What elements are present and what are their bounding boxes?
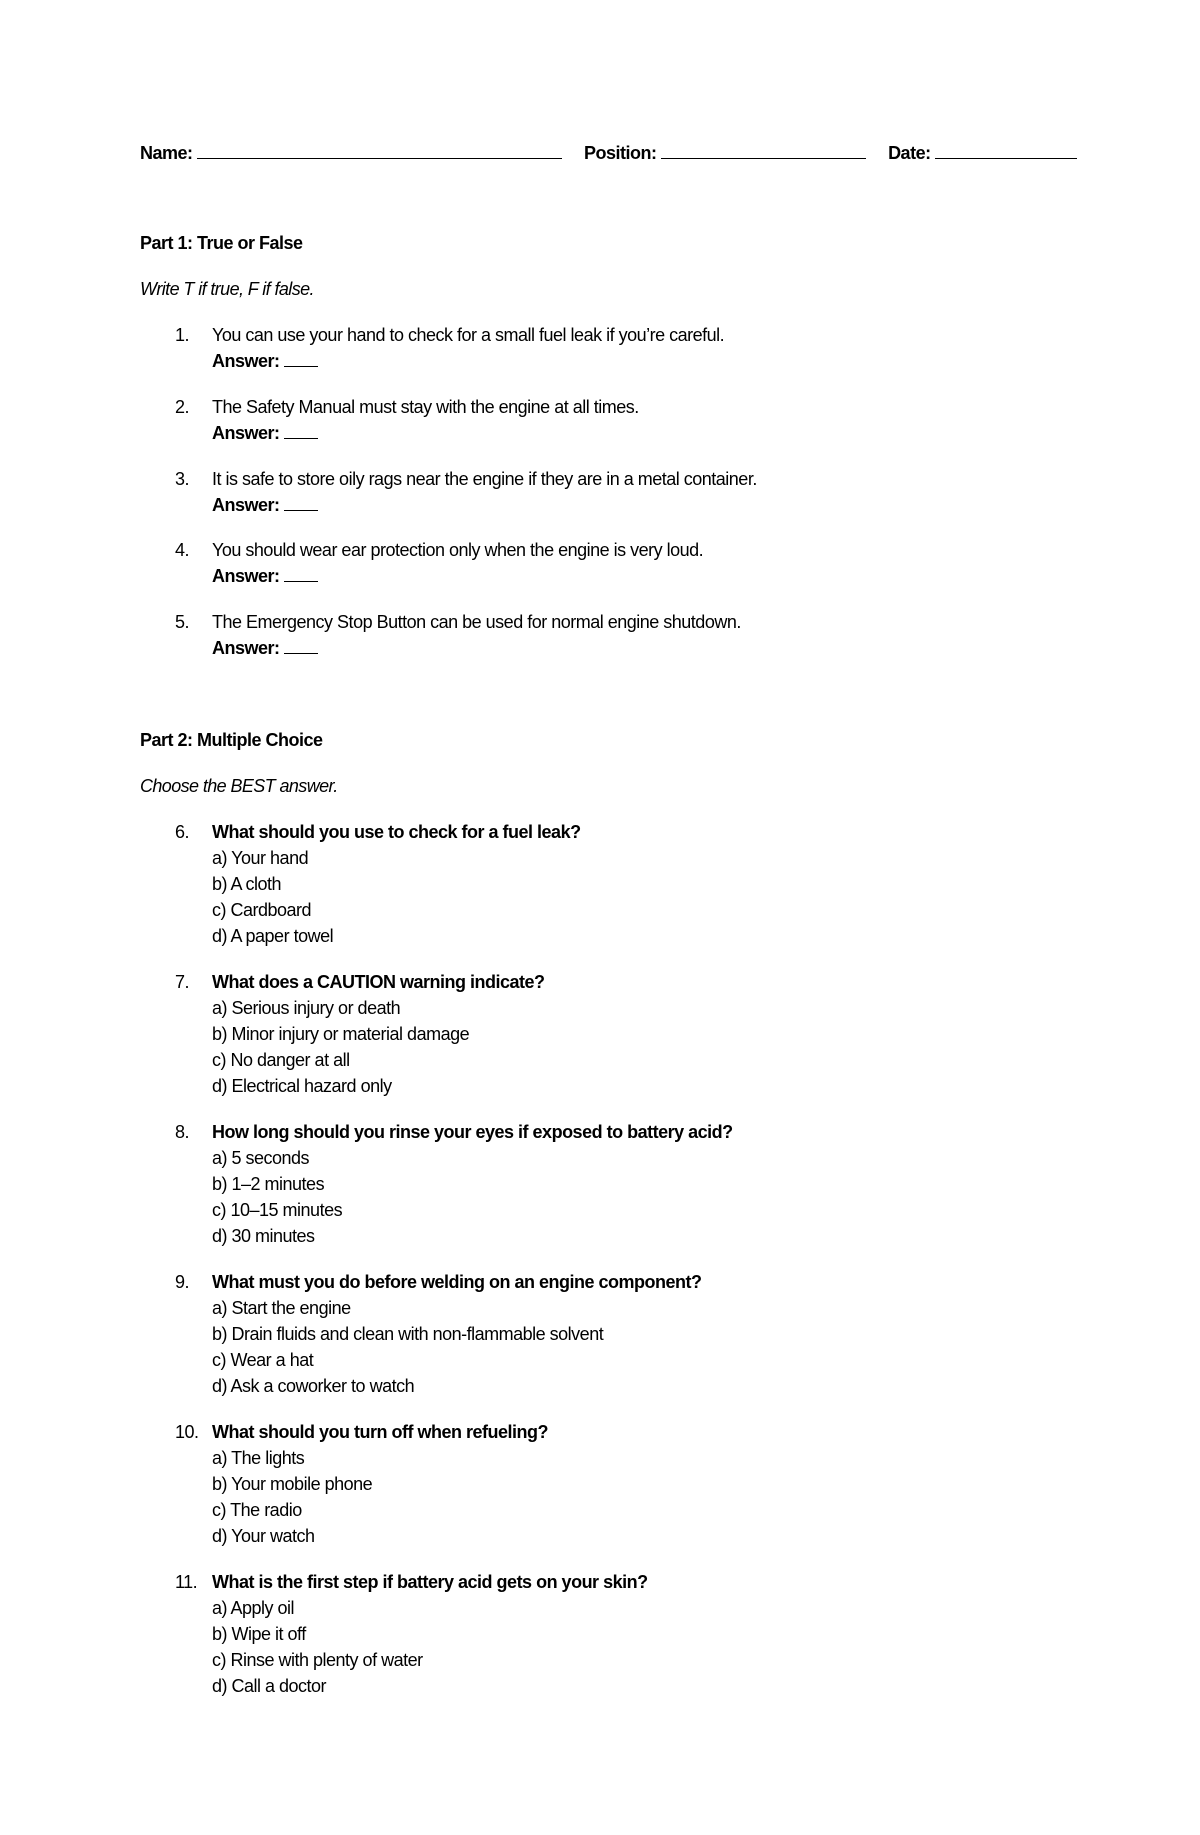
mc-question-9 [175, 1269, 1075, 1399]
mc-question-8 [175, 1119, 1075, 1249]
position-label: Position: [584, 143, 657, 163]
tf-question-1 [175, 322, 1075, 374]
answer-label: Answer: [212, 566, 280, 586]
option-c[interactable]: c) No danger at all [212, 1050, 350, 1070]
option-d[interactable]: d) Electrical hazard only [212, 1076, 392, 1096]
question-text: What is the first step if battery acid gets on your skin? [212, 1572, 648, 1592]
option-a[interactable]: a) 5 seconds [212, 1148, 310, 1168]
header-fields [140, 139, 1060, 167]
answer-blank[interactable] [284, 635, 318, 654]
answer-field[interactable] [212, 635, 1075, 661]
question-number: 10. [175, 1422, 199, 1442]
question-text: How long should you rinse your eyes if exposed to battery acid? [212, 1122, 733, 1142]
option-b[interactable]: b) Your mobile phone [212, 1474, 373, 1494]
question-text: The Emergency Stop Button can be used for normal engine shutdown. [212, 612, 741, 632]
answer-blank[interactable] [284, 420, 318, 439]
option-b[interactable]: b) Wipe it off [212, 1624, 306, 1644]
option-d[interactable]: d) Call a doctor [212, 1676, 327, 1696]
question-text: You can use your hand to check for a small fuel leak if you’re careful. [212, 325, 725, 345]
answer-blank[interactable] [284, 563, 318, 582]
answer-field[interactable] [212, 420, 1075, 446]
question-text: The Safety Manual must stay with the engine at all times. [212, 397, 639, 417]
question-text: What must you do before welding on an engine component? [212, 1272, 702, 1292]
question-text: What does a CAUTION warning indicate? [212, 972, 545, 992]
option-b[interactable]: b) Minor injury or material damage [212, 1024, 470, 1044]
mc-question-11 [175, 1569, 1075, 1699]
question-text: You should wear ear protection only when the engine is very loud. [212, 540, 704, 560]
option-b[interactable]: b) A cloth [212, 874, 282, 894]
option-a[interactable]: a) Apply oil [212, 1598, 295, 1618]
option-c[interactable]: c) The radio [212, 1500, 302, 1520]
part2-title: Part 2: Multiple Choice [140, 730, 323, 750]
question-number: 6. [175, 822, 190, 842]
answer-blank[interactable] [284, 348, 318, 367]
answer-label: Answer: [212, 638, 280, 658]
answer-field[interactable] [212, 563, 1075, 589]
position-field[interactable] [584, 139, 866, 167]
answer-blank[interactable] [284, 492, 318, 511]
option-c[interactable]: c) Rinse with plenty of water [212, 1650, 423, 1670]
option-d[interactable]: d) 30 minutes [212, 1226, 315, 1246]
answer-label: Answer: [212, 351, 280, 371]
answer-field[interactable] [212, 348, 1075, 374]
question-number: 11. [175, 1572, 198, 1592]
mc-question-7 [175, 969, 1075, 1099]
question-number: 1. [175, 325, 190, 345]
question-number: 3. [175, 469, 190, 489]
question-text: What should you use to check for a fuel leak? [212, 822, 581, 842]
mc-question-6 [175, 819, 1075, 949]
name-field[interactable] [140, 139, 562, 167]
part2-instructions: Choose the BEST answer. [140, 776, 338, 796]
tf-question-2 [175, 394, 1075, 446]
tf-question-5 [175, 609, 1075, 661]
question-text: What should you turn off when refueling? [212, 1422, 548, 1442]
date-blank[interactable] [935, 140, 1077, 159]
option-a[interactable]: a) Your hand [212, 848, 309, 868]
question-number: 4. [175, 540, 190, 560]
name-blank[interactable] [197, 140, 562, 159]
mc-question-10 [175, 1419, 1075, 1549]
option-b[interactable]: b) Drain fluids and clean with non-flammable solvent [212, 1324, 604, 1344]
option-b[interactable]: b) 1–2 minutes [212, 1174, 325, 1194]
position-blank[interactable] [661, 140, 866, 159]
date-field[interactable] [888, 139, 1077, 167]
tf-question-4 [175, 537, 1075, 589]
tf-question-3 [175, 466, 1075, 518]
part1-title: Part 1: True or False [140, 233, 303, 253]
question-number: 2. [175, 397, 190, 417]
answer-label: Answer: [212, 495, 280, 515]
question-number: 5. [175, 612, 190, 632]
option-d[interactable]: d) A paper towel [212, 926, 334, 946]
answer-label: Answer: [212, 423, 280, 443]
option-c[interactable]: c) 10–15 minutes [212, 1200, 343, 1220]
question-number: 9. [175, 1272, 190, 1292]
option-d[interactable]: d) Your watch [212, 1526, 315, 1546]
option-a[interactable]: a) The lights [212, 1448, 305, 1468]
part1-instructions: Write T if true, F if false. [140, 279, 314, 299]
question-number: 7. [175, 972, 190, 992]
option-a[interactable]: a) Serious injury or death [212, 998, 401, 1018]
question-text: It is safe to store oily rags near the engine if they are in a metal container. [212, 469, 757, 489]
option-d[interactable]: d) Ask a coworker to watch [212, 1376, 415, 1396]
option-c[interactable]: c) Wear a hat [212, 1350, 314, 1370]
name-label: Name: [140, 143, 193, 163]
answer-field[interactable] [212, 492, 1075, 518]
question-number: 8. [175, 1122, 190, 1142]
date-label: Date: [888, 143, 931, 163]
option-a[interactable]: a) Start the engine [212, 1298, 351, 1318]
option-c[interactable]: c) Cardboard [212, 900, 312, 920]
